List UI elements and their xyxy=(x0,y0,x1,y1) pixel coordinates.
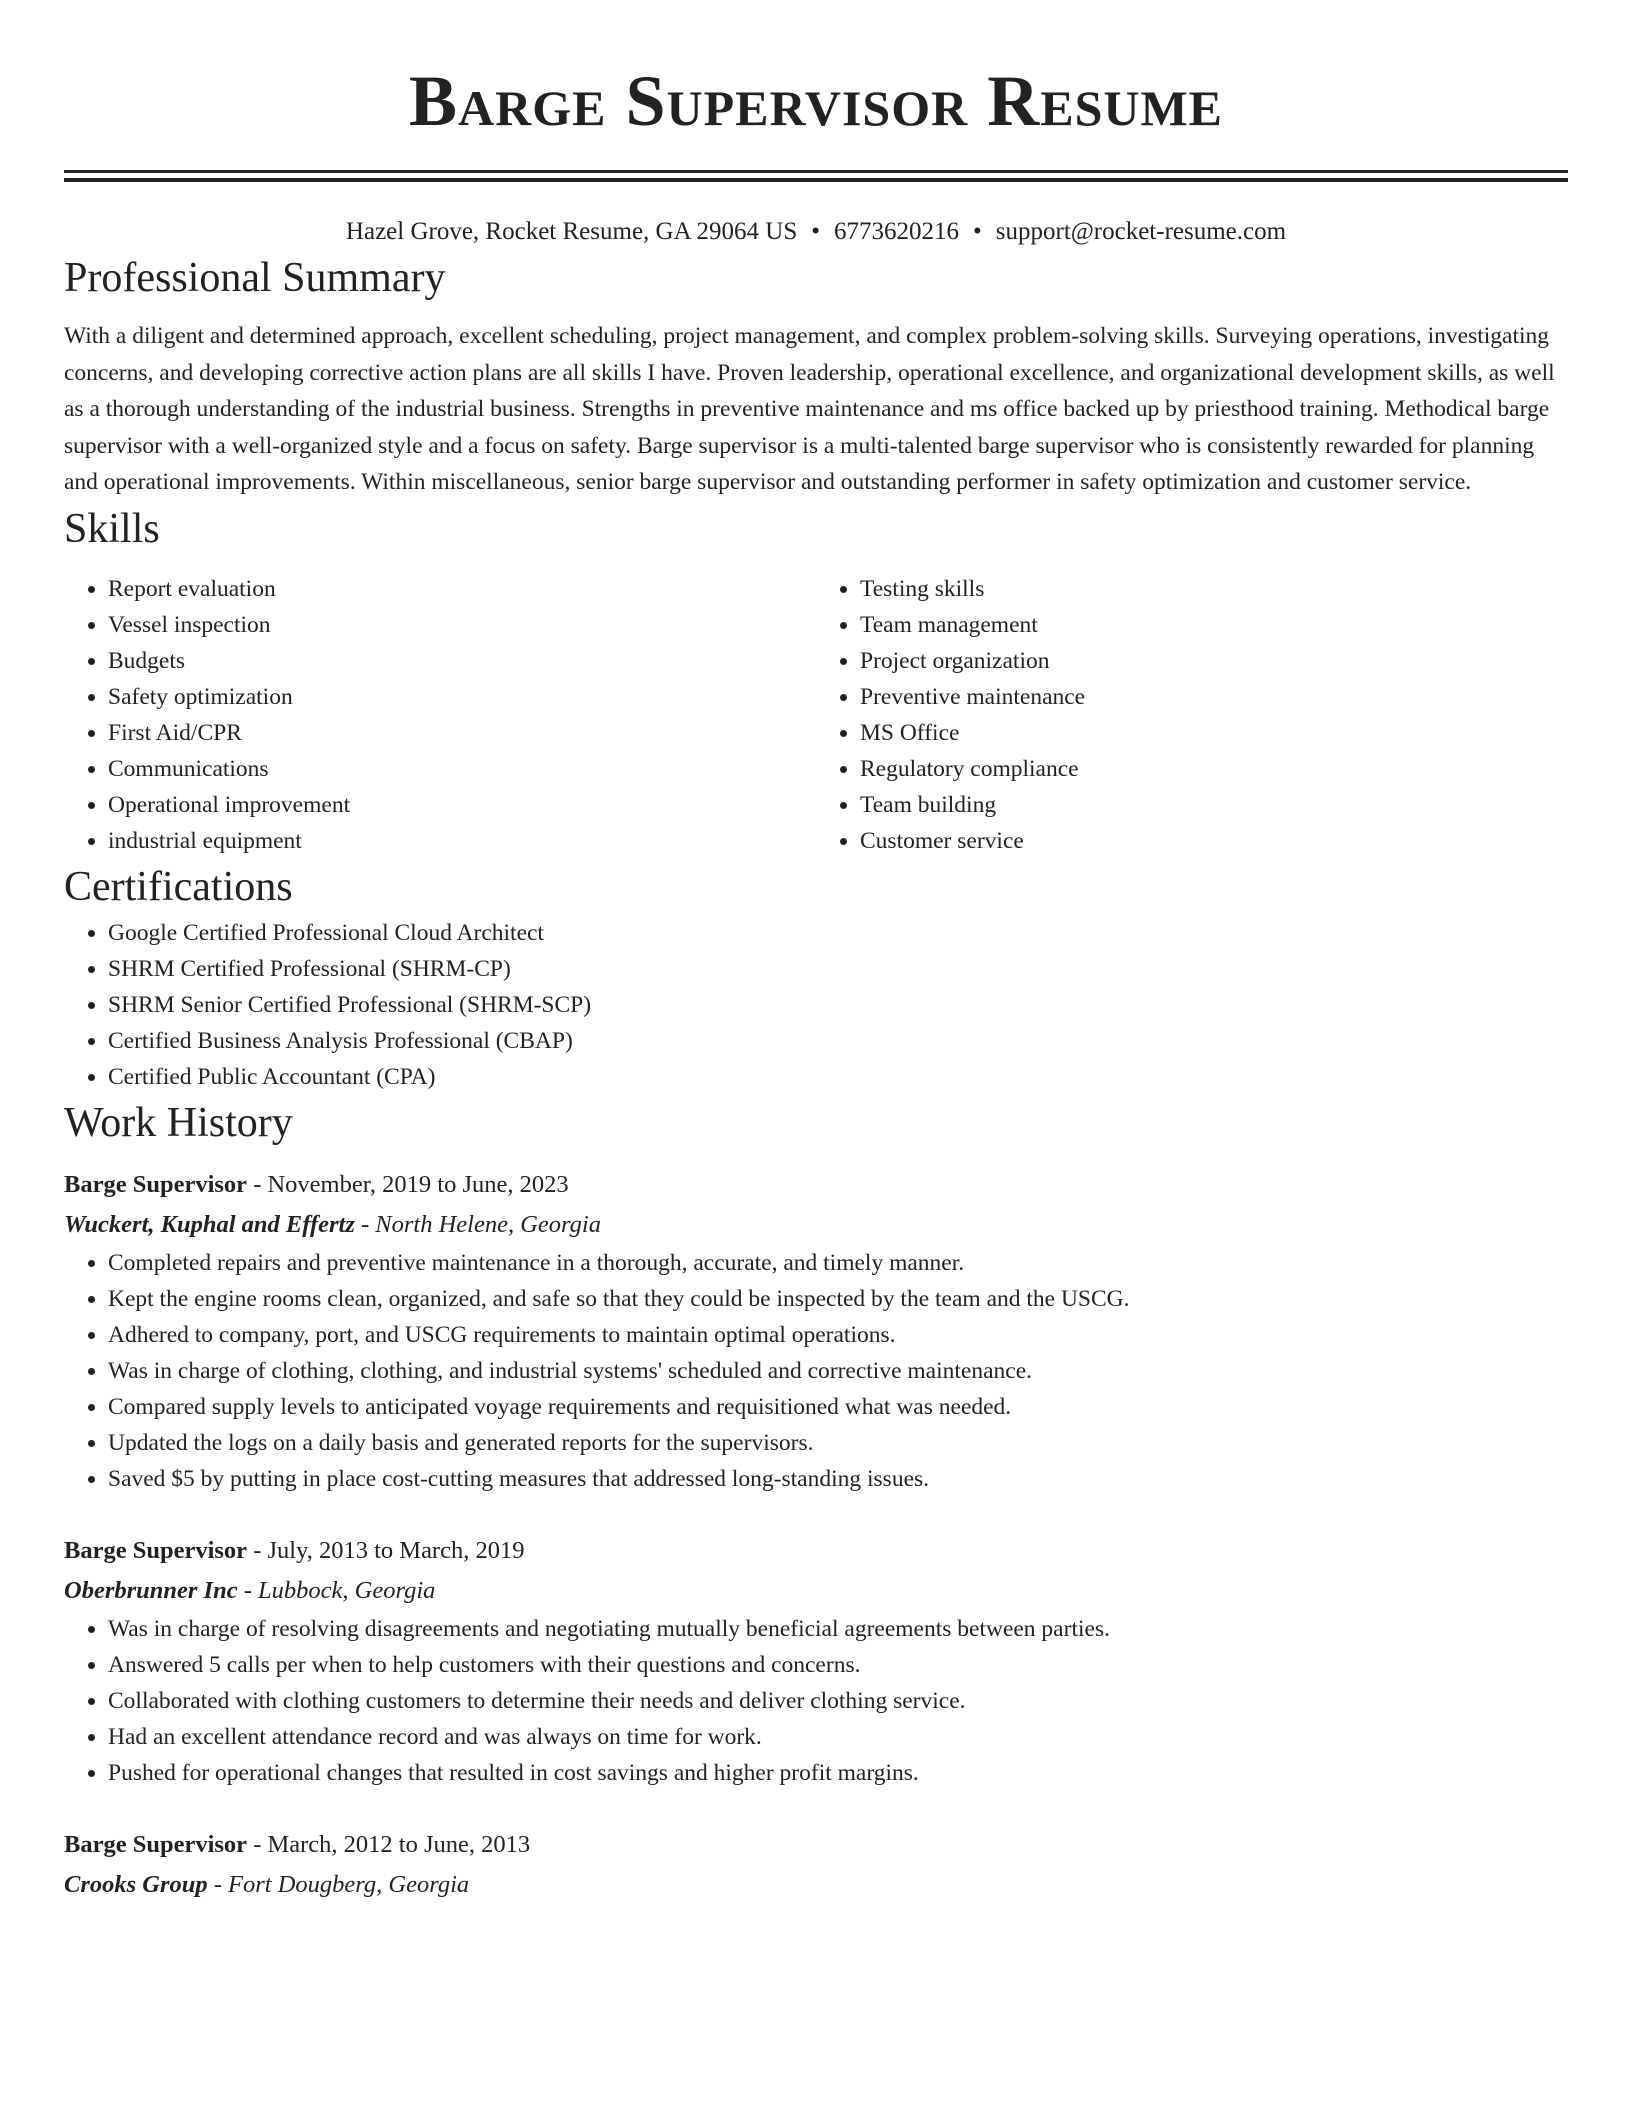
skill-item: • Project organization xyxy=(860,643,1568,679)
certification-item: • Certified Public Accountant (CPA) xyxy=(108,1059,1568,1095)
job-dates: - March, 2012 to June, 2013 xyxy=(247,1830,531,1858)
skill-item: • Budgets xyxy=(108,643,816,679)
job-role: Barge Supervisor xyxy=(64,1536,248,1564)
job-dates: - November, 2019 to June, 2023 xyxy=(247,1170,569,1198)
contact-phone: 6773620216 xyxy=(834,218,959,245)
certifications-list xyxy=(64,915,1568,1095)
skills-list-right xyxy=(816,571,1568,859)
skill-item: • Report evaluation xyxy=(108,571,816,607)
page-title: Barge Supervisor Resume xyxy=(408,61,1224,141)
job-entry xyxy=(64,1531,1568,1791)
certification-item: • SHRM Certified Professional (SHRM-CP) xyxy=(108,951,1568,987)
job-entry xyxy=(64,1825,1568,1905)
job-dates: - July, 2013 to March, 2019 xyxy=(247,1536,525,1564)
contact-email: support@rocket-resume.com xyxy=(995,218,1287,245)
skills-grid xyxy=(64,571,1568,859)
skill-item: • MS Office xyxy=(860,715,1568,751)
job-location: - Fort Dougberg, Georgia xyxy=(207,1870,470,1898)
skill-item: • Regulatory compliance xyxy=(860,751,1568,787)
contact-separator: • xyxy=(973,218,982,245)
job-bullets xyxy=(64,1245,1568,1497)
certification-item: • Certified Business Analysis Professional (CBAP) xyxy=(108,1023,1568,1059)
work-history-heading: Work History xyxy=(64,1099,293,1146)
job-company-line xyxy=(64,1571,1568,1611)
job-role: Barge Supervisor xyxy=(64,1830,248,1858)
job-entry xyxy=(64,1165,1568,1497)
header-divider-bottom xyxy=(64,178,1568,182)
skill-item: • Vessel inspection xyxy=(108,607,816,643)
job-bullet: • Completed repairs and preventive maintenance in a thorough, accurate, and timely manner. xyxy=(108,1245,1568,1281)
job-company-line xyxy=(64,1865,1568,1905)
job-bullet: • Collaborated with clothing customers to determine their needs and deliver clothing service. xyxy=(108,1683,1568,1719)
skills-heading: Skills xyxy=(64,505,160,552)
job-bullet: • Adhered to company, port, and USCG requirements to maintain optimal operations. xyxy=(108,1317,1568,1353)
job-company: Crooks Group xyxy=(64,1870,208,1898)
summary-text: With a diligent and determined approach, excellent scheduling, project management, and complex problem-solving skills. Surveying operations, investigating concerns, and developing corrective action plans are all skills I have. Proven leadership, operational excellence, and organizational development skills, as well as a thorough understanding of the industrial business. Strengths in preventive maintenance and ms office backed up by priesthood training. Methodical barge supervisor with a well-organized style and a focus on safety. Barge supervisor is a multi-talented barge supervisor who is consistently rewarded for planning and operational improvements. Within miscellaneous, senior barge supervisor and outstanding performer in safety optimization and customer service. xyxy=(64,323,1555,495)
certification-item: • Google Certified Professional Cloud Architect xyxy=(108,915,1568,951)
job-location: - North Helene, Georgia xyxy=(354,1210,601,1238)
skill-item: • Customer service xyxy=(860,823,1568,859)
job-bullet: • Kept the engine rooms clean, organized, and safe so that they could be inspected by the team and the USCG. xyxy=(108,1281,1568,1317)
job-bullet: • Answered 5 calls per when to help customers with their questions and concerns. xyxy=(108,1647,1568,1683)
certifications-heading: Certifications xyxy=(64,863,293,910)
job-company: Oberbrunner Inc xyxy=(64,1576,238,1604)
skills-list-left xyxy=(64,571,816,859)
job-bullet: • Pushed for operational changes that resulted in cost savings and higher profit margins. xyxy=(108,1755,1568,1791)
header-divider-top xyxy=(64,170,1568,173)
job-location: - Lubbock, Georgia xyxy=(237,1576,436,1604)
contact-line xyxy=(64,214,1568,250)
job-bullet: • Saved $5 by putting in place cost-cutting measures that addressed long-standing issues. xyxy=(108,1461,1568,1497)
job-company-line xyxy=(64,1205,1568,1245)
job-bullets xyxy=(64,1611,1568,1791)
job-bullet: • Updated the logs on a daily basis and generated reports for the supervisors. xyxy=(108,1425,1568,1461)
job-bullet: • Was in charge of resolving disagreements and negotiating mutually beneficial agreements between parties. xyxy=(108,1611,1568,1647)
skill-item: • First Aid/CPR xyxy=(108,715,816,751)
skill-item: • industrial equipment xyxy=(108,823,816,859)
job-title-line xyxy=(64,1165,1568,1205)
contact-separator: • xyxy=(811,218,820,245)
skill-item: • Team building xyxy=(860,787,1568,823)
certification-item: • SHRM Senior Certified Professional (SHRM-SCP) xyxy=(108,987,1568,1023)
skill-item: • Safety optimization xyxy=(108,679,816,715)
job-title-line xyxy=(64,1531,1568,1571)
skill-item: • Testing skills xyxy=(860,571,1568,607)
skill-item: • Operational improvement xyxy=(108,787,816,823)
skill-item: • Team management xyxy=(860,607,1568,643)
summary-heading: Professional Summary xyxy=(64,255,446,301)
job-bullet: • Had an excellent attendance record and was always on time for work. xyxy=(108,1719,1568,1755)
job-bullet: • Compared supply levels to anticipated voyage requirements and requisitioned what was needed. xyxy=(108,1389,1568,1425)
skill-item: • Preventive maintenance xyxy=(860,679,1568,715)
job-bullet: • Was in charge of clothing, clothing, and industrial systems' scheduled and corrective maintenance. xyxy=(108,1353,1568,1389)
job-title-line xyxy=(64,1825,1568,1865)
contact-address: Hazel Grove, Rocket Resume, GA 29064 US xyxy=(345,218,798,245)
job-company: Wuckert, Kuphal and Effertz xyxy=(64,1210,355,1238)
job-role: Barge Supervisor xyxy=(64,1170,248,1198)
skill-item: • Communications xyxy=(108,751,816,787)
